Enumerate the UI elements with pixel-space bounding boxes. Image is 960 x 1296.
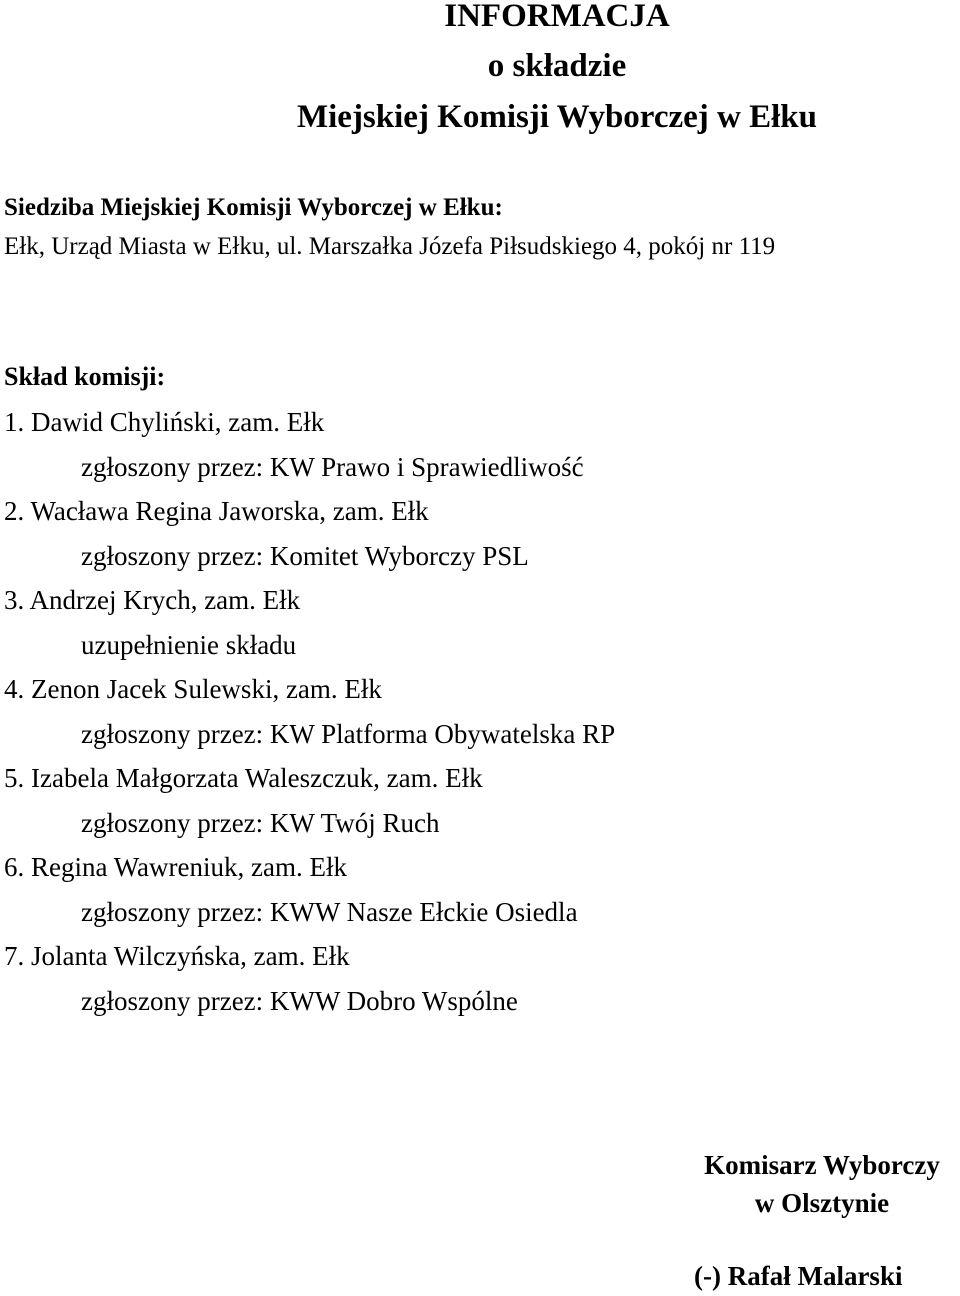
member-entry: 2. Wacława Regina Jaworska, zam. Ełk: [4, 496, 429, 526]
member-entry: 7. Jolanta Wilczyńska, zam. Ełk: [4, 941, 350, 971]
member-nomination: zgłoszony przez: KWW Nasze Ełckie Osiedla: [81, 896, 578, 927]
commissioner-signature: (-) Rafał Malarski: [694, 1261, 903, 1291]
commissioner-location: w Olsztynie: [754, 1188, 890, 1218]
member-nomination: zgłoszony przez: Komitet Wyborczy PSL: [81, 540, 529, 571]
member-nomination: zgłoszony przez: KW Twój Ruch: [81, 807, 440, 838]
member-entry: 3. Andrzej Krych, zam. Ełk: [4, 585, 301, 615]
commissioner-title: Komisarz Wyborczy: [704, 1150, 940, 1180]
member-entry: 4. Zenon Jacek Sulewski, zam. Ełk: [4, 674, 382, 704]
member-nomination: uzupełnienie składu: [81, 629, 297, 660]
member-item: [4, 489, 615, 578]
seat-address: Ełk, Urząd Miasta w Ełku, ul. Marszałka Józefa Piłsudskiego 4, pokój nr 119: [4, 233, 776, 260]
commission-name: Miejskiej Komisji Wyborczej w Ełku: [296, 99, 817, 135]
member-item: [4, 756, 615, 845]
member-item: [4, 578, 615, 667]
members-heading: Skład komisji:: [4, 362, 166, 391]
member-nomination: zgłoszony przez: KW Prawo i Sprawiedliwość: [81, 451, 584, 482]
member-nomination: zgłoszony przez: KWW Dobro Wspólne: [81, 985, 518, 1016]
member-entry: 1. Dawid Chyliński, zam. Ełk: [4, 407, 325, 437]
document-title: INFORMACJA: [444, 0, 670, 34]
member-item: [4, 667, 615, 756]
member-entry: 5. Izabela Małgorzata Waleszczuk, zam. Ełk: [4, 763, 483, 793]
member-entry: 6. Regina Wawreniuk, zam. Ełk: [4, 852, 347, 882]
member-nomination: zgłoszony przez: KW Platforma Obywatelska RP: [81, 718, 616, 749]
member-item: [4, 400, 615, 489]
member-item: [4, 845, 615, 934]
document-subtitle: o składzie: [487, 48, 627, 84]
member-item: [4, 934, 615, 1023]
seat-heading: Siedziba Miejskiej Komisji Wyborczej w Ełku:: [4, 194, 503, 221]
member-list: [4, 400, 615, 1023]
